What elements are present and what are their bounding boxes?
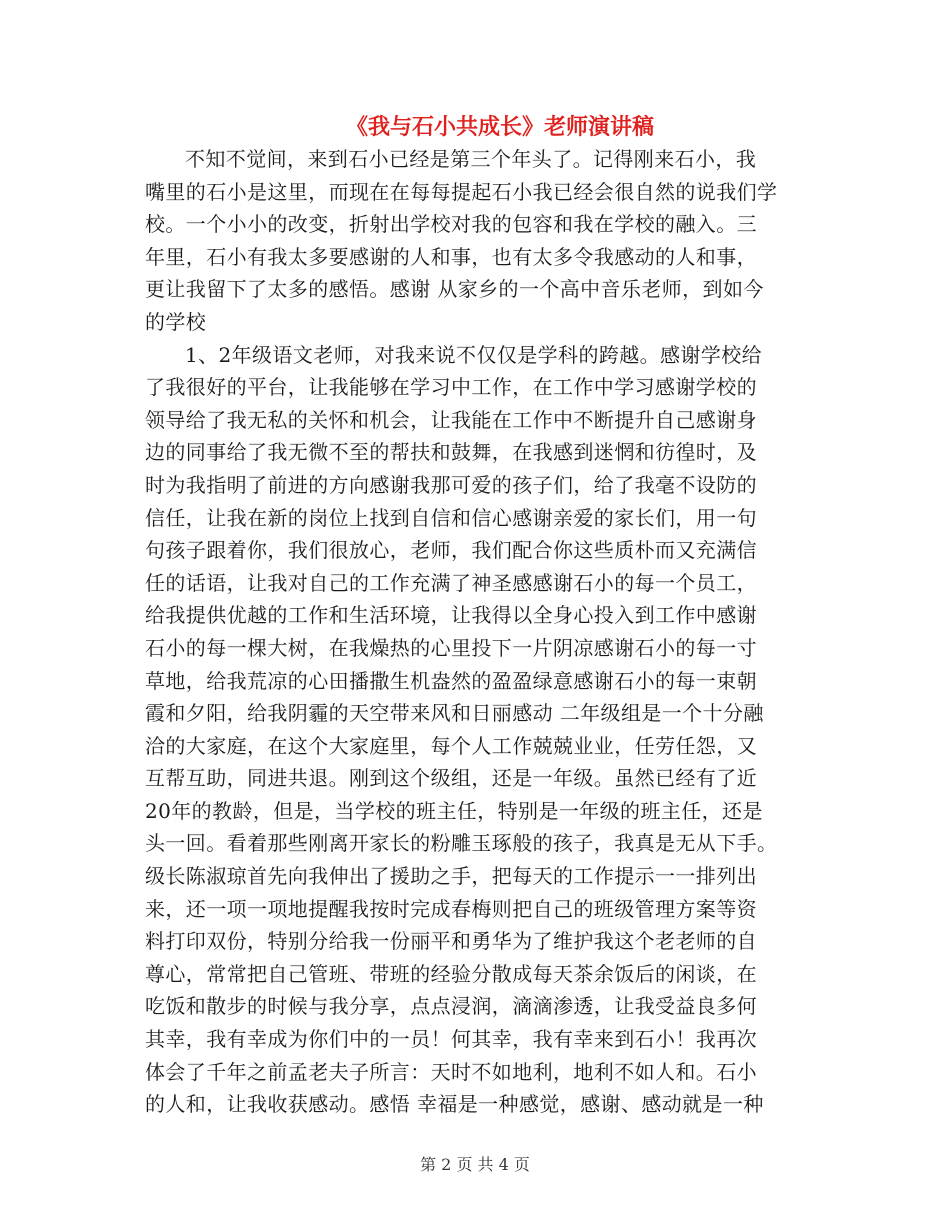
text-line: 给我提供优越的工作和生活环境，让我得以全身心投入到工作中感谢 bbox=[145, 603, 757, 628]
text-line: 不知不觉间，来到石小已经是第三个年头了。记得刚来石小，我 bbox=[185, 147, 757, 171]
text-line: 边的同事给了我无微不至的帮扶和鼓舞，在我感到迷惘和彷徨时，及 bbox=[145, 440, 757, 465]
text-line: 头一回。看着那些刚离开家长的粉雕玉琢般的孩子，我真是无从下手。 bbox=[145, 831, 778, 856]
text-line: 嘴里的石小是这里，而现在在每每提起石小我已经会很自然的说我们学 bbox=[145, 179, 778, 204]
text-line: 1、2年级语文老师，对我来说不仅仅是学科的跨越。感谢学校给 bbox=[185, 342, 763, 367]
text-line: 时为我指明了前进的方向感谢我那可爱的孩子们，给了我毫不设防的 bbox=[145, 472, 757, 497]
text-line: 级长陈淑琼首先向我伸出了援助之手，把每天的工作提示一一排列出 bbox=[145, 864, 757, 889]
text-line: 洽的大家庭，在这个大家庭里，每个人工作兢兢业业，任劳任怨，又 bbox=[145, 733, 757, 758]
text-line: 互帮互助，同进共退。刚到这个级组，还是一年级。虽然已经有了近 bbox=[145, 766, 757, 791]
text-line: 句孩子跟着你，我们很放心，老师，我们配合你这些质朴而又充满信 bbox=[145, 538, 757, 563]
text-line: 石小的每一棵大树，在我燥热的心里投下一片阴凉感谢石小的每一寸 bbox=[145, 635, 757, 660]
text-line: 任的话语，让我对自己的工作充满了神圣感感谢石小的每一个员工， bbox=[145, 570, 757, 595]
text-line: 来，还一项一项地提醒我按时完成春梅则把自己的班级管理方案等资 bbox=[145, 896, 757, 921]
document-body bbox=[145, 143, 810, 1121]
text-line: 吃饭和散步的时候与我分享，点点浸润，滴滴渗透，让我受益良多何 bbox=[145, 994, 757, 1019]
text-line: 年里，石小有我太多要感谢的人和事，也有太多令我感动的人和事， bbox=[145, 244, 757, 269]
page-number-footer: 第 2 页 共 4 页 bbox=[420, 1155, 530, 1174]
text-line: 尊心，常常把自己管班、带班的经验分散成每天茶余饭后的闲谈，在 bbox=[145, 961, 757, 986]
text-line: 了我很好的平台，让我能够在学习中工作，在工作中学习感谢学校的 bbox=[145, 375, 757, 400]
text-line: 料打印双份，特别分给我一份丽平和勇华为了维护我这个老老师的自 bbox=[145, 929, 757, 954]
text-line: 校。一个小小的改变，折射出学校对我的包容和我在学校的融入。三 bbox=[145, 212, 757, 237]
text-line: 霞和夕阳，给我阴霾的天空带来风和日丽感动 二年级组是一个十分融 bbox=[145, 701, 764, 726]
text-line: 信任，让我在新的岗位上找到自信和信心感谢亲爱的家长们，用一句 bbox=[145, 505, 757, 530]
text-line: 体会了千年之前孟老夫子所言：天时不如地利，地利不如人和。石小 bbox=[145, 1059, 757, 1084]
text-line: 20年的教龄，但是，当学校的班主任，特别是一年级的班主任，还是 bbox=[145, 798, 763, 823]
text-line: 领导给了我无私的关怀和机会，让我能在工作中不断提升自己感谢身 bbox=[145, 407, 757, 432]
text-line: 的人和，让我收获感动。感悟 幸福是一种感觉，感谢、感动就是一种 bbox=[145, 1092, 764, 1117]
text-line: 的学校 bbox=[145, 309, 207, 334]
text-line: 更让我留下了太多的感悟。感谢 从家乡的一个高中音乐老师，到如今 bbox=[145, 277, 764, 302]
text-line: 其幸，我有幸成为你们中的一员！何其幸，我有幸来到石小！我再次 bbox=[145, 1027, 757, 1052]
text-line: 草地，给我荒凉的心田播撒生机盎然的盈盈绿意感谢石小的每一束朝 bbox=[145, 668, 757, 693]
document-title: 《我与石小共成长》老师演讲稿 bbox=[345, 114, 654, 140]
